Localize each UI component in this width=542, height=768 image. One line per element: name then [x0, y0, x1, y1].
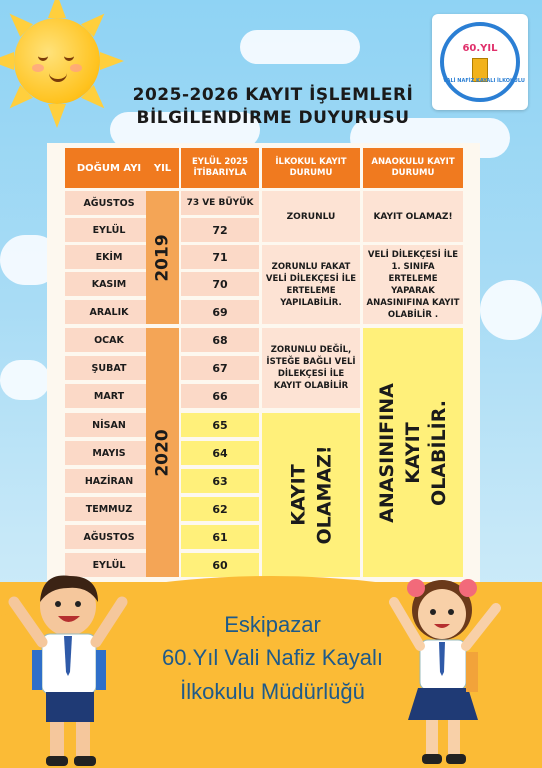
age-cell: 73 VE BÜYÜK — [181, 191, 259, 215]
age-cell: 72 — [181, 218, 259, 242]
page-title-line2: BİLGİLENDİRME DUYURUSU — [136, 108, 410, 128]
footer-line3: İlkokulu Müdürlüğü — [180, 679, 365, 704]
cloud — [0, 360, 50, 400]
logo-ring-text: VALİ NAFİZ KAYALI İLKOKULU — [443, 78, 525, 84]
preschool-status-note: KAYIT OLAMAZ! — [363, 191, 463, 242]
school-logo — [432, 14, 528, 110]
age-cell: 65 — [181, 413, 259, 437]
age-cell: 63 — [181, 469, 259, 493]
sun-icon — [0, 0, 120, 120]
month-cell: AĞUSTOS — [65, 525, 153, 549]
year-2019 — [146, 191, 179, 324]
month-cell: KASIM — [65, 272, 153, 296]
month-cell: TEMMUZ — [65, 497, 153, 521]
month-cell: HAZİRAN — [65, 469, 153, 493]
logo-text: 60.YIL — [462, 43, 498, 54]
age-cell: 62 — [181, 497, 259, 521]
header-birth-month: DOĞUM AYI — [65, 148, 153, 188]
primary-status-text: KAYIT OLAMAZ! — [287, 445, 336, 545]
month-cell: EYLÜL — [65, 553, 153, 577]
month-cell: OCAK — [65, 328, 153, 352]
month-cell: EYLÜL — [65, 218, 153, 242]
footer-line2: 60.Yıl Vali Nafiz Kayalı — [162, 645, 383, 670]
age-cell: 71 — [181, 245, 259, 269]
header-year: YIL — [146, 148, 179, 188]
age-cell: 64 — [181, 441, 259, 465]
age-cell: 60 — [181, 553, 259, 577]
month-cell: EKİM — [65, 245, 153, 269]
age-cell: 66 — [181, 384, 259, 408]
month-cell: ARALIK — [65, 300, 153, 324]
page-title-line1: 2025-2026 KAYIT İŞLEMLERİ — [132, 85, 414, 105]
month-cell: ŞUBAT — [65, 356, 153, 380]
primary-status-note: ZORUNLU DEĞİL, İSTEĞE BAĞLI VELİ DİLEKÇESİ İLE KAYIT OLABİLİR — [262, 328, 360, 408]
year-label: 2019 — [152, 233, 173, 282]
girl-illustration — [382, 572, 517, 768]
month-cell: MART — [65, 384, 153, 408]
header-age: EYLÜL 2025 İTİBARIYLA — [181, 148, 259, 188]
preschool-status-note — [363, 328, 463, 577]
primary-status-note — [262, 413, 360, 577]
age-cell: 61 — [181, 525, 259, 549]
header-primary-status: İLKOKUL KAYIT DURUMU — [262, 148, 360, 188]
age-cell: 70 — [181, 272, 259, 296]
primary-status-note: ZORUNLU FAKAT VELİ DİLEKÇESİ İLE ERTELEME YAPILABİLİR. — [262, 245, 360, 324]
registration-table — [47, 143, 480, 583]
preschool-status-note: VELİ DİLEKÇESİ İLE 1. SINIFA ERTELEME YAPARAK ANASINIFINA KAYIT OLABİLİR . — [363, 245, 463, 324]
cloud — [240, 30, 360, 64]
header-preschool-status: ANAOKULU KAYIT DURUMU — [363, 148, 463, 188]
boy-illustration — [2, 572, 137, 768]
cloud — [480, 280, 542, 340]
month-cell: NİSAN — [65, 413, 153, 437]
month-cell: AĞUSTOS — [65, 191, 153, 215]
year-2020 — [146, 328, 179, 577]
primary-status-note: ZORUNLU — [262, 191, 360, 242]
age-cell: 69 — [181, 300, 259, 324]
preschool-status-text: ANASINIFINA KAYIT OLABİLİR. — [376, 382, 451, 523]
month-cell: MAYIS — [65, 441, 153, 465]
age-cell: 68 — [181, 328, 259, 352]
year-label: 2020 — [152, 428, 173, 477]
age-cell: 67 — [181, 356, 259, 380]
footer-line1: Eskipazar — [224, 612, 321, 637]
